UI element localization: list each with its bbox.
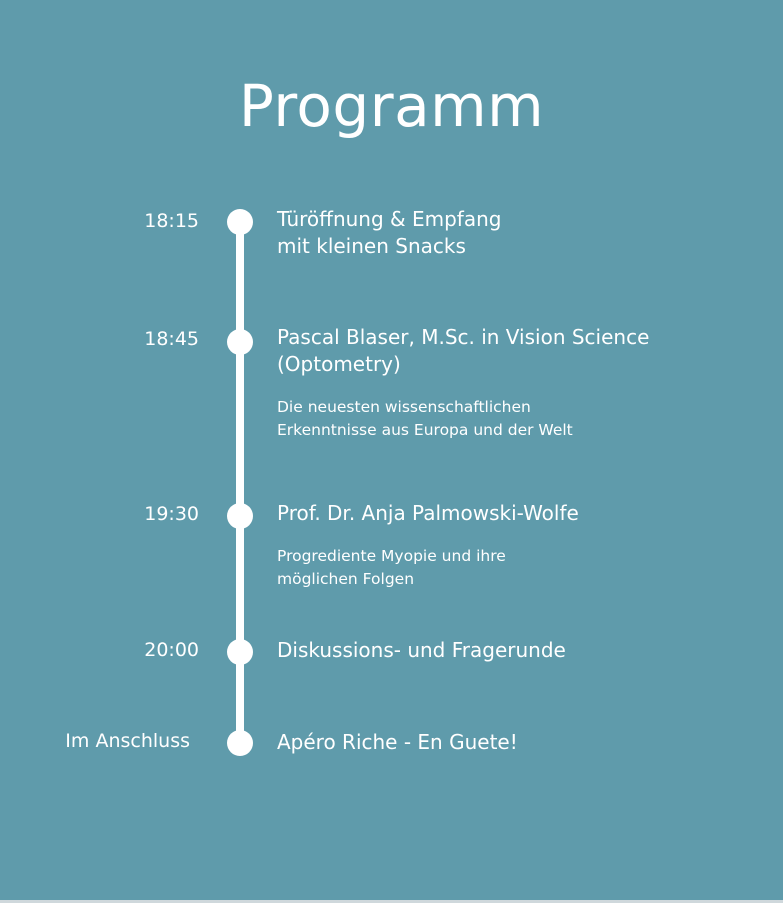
timeline-dot [227,329,253,355]
schedule-item [277,500,767,591]
event-description [277,545,767,591]
timeline-dot [227,730,253,756]
event-description [277,396,767,442]
time-label: 18:45 [144,328,199,350]
timeline-dot [227,209,253,235]
schedule-item [277,206,767,260]
event-title-line: Apéro Riche - En Guete! [277,730,518,754]
event-title [277,500,767,527]
timeline-dot [227,503,253,529]
event-title [277,206,767,260]
event-title-line: mit kleinen Snacks [277,234,466,258]
event-title-line: (Optometry) [277,352,401,376]
event-title [277,324,767,378]
time-label: 18:15 [144,210,199,232]
schedule-item [277,637,767,664]
event-description-line: Die neuesten wissenschaftlichen [277,398,531,416]
time-label: 20:00 [144,639,199,661]
event-description-line: möglichen Folgen [277,570,415,588]
event-description-line: Erkenntnisse aus Europa und der Welt [277,421,573,439]
event-title [277,729,767,756]
schedule-item [277,729,767,756]
event-title-line: Türöffnung & Empfang [277,207,502,231]
timeline-line [236,222,244,744]
page-title: Programm [238,71,545,140]
event-title-line: Pascal Blaser, M.Sc. in Vision Science [277,325,650,349]
event-title-line: Prof. Dr. Anja Palmowski-Wolfe [277,501,579,525]
time-label: 19:30 [144,503,199,525]
schedule-item [277,324,767,442]
event-title-line: Diskussions- und Fragerunde [277,638,566,662]
event-description-line: Progrediente Myopie und ihre [277,547,506,565]
time-label: Im Anschluss [65,730,190,752]
event-title [277,637,767,664]
timeline-dot [227,639,253,665]
